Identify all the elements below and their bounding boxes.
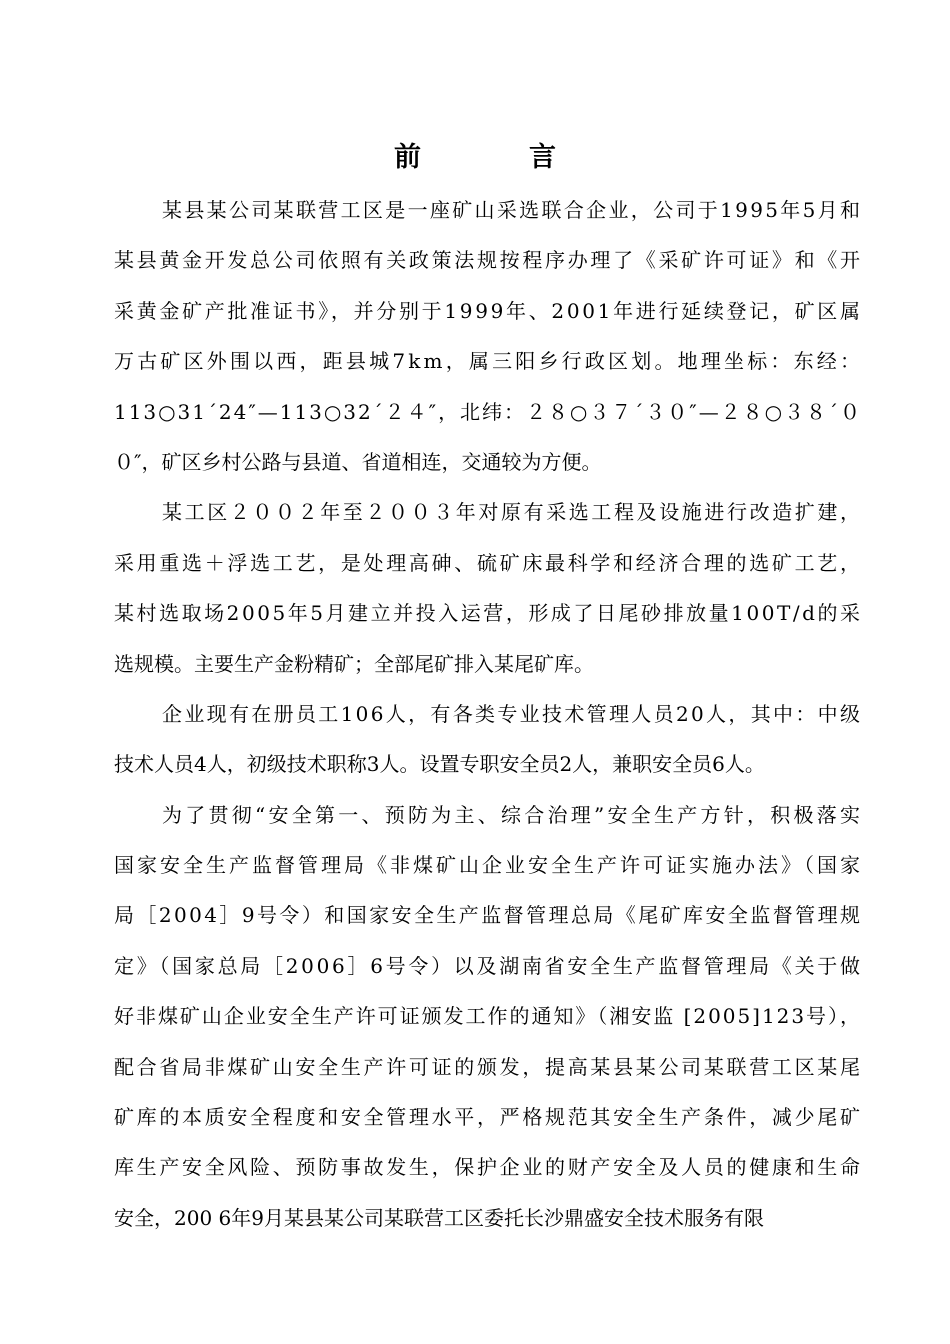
text-line: 矿库的本质安全程度和安全管理水平，严格规范其安全生产条件，减少尾矿	[114, 1105, 863, 1130]
title-char-1: 前	[394, 142, 421, 173]
document-title	[0, 138, 950, 178]
text-line: 某工区２００２年至２００３年对原有采选工程及设施进行改造扩建，	[162, 500, 863, 525]
text-line: 库生产安全风险、预防事故发生，保护企业的财产安全及人员的健康和生命	[114, 1155, 863, 1180]
text-line: 113○31ˊ24″—113○32ˊ２４″，北纬：２８○３７ˊ３０″—２８○３８ˊ０	[114, 399, 862, 424]
text-line: 国家安全生产监督管理局《非煤矿山企业安全生产许可证实施办法》（国家	[114, 853, 863, 878]
text-line: ０″，矿区乡村公路与县道、省道相连，交通较为方便。	[114, 449, 602, 474]
document-body	[114, 185, 864, 1243]
text-line: 采用重选＋浮选工艺，是处理高砷、硫矿床最科学和经济合理的选矿工艺，	[114, 550, 863, 575]
text-line: 企业现有在册员工106人，有各类专业技术管理人员20人，其中：中级	[162, 701, 863, 726]
title-char-2: 言	[529, 142, 556, 173]
text-line: 某县黄金开发总公司依照有关政策法规按程序办理了《采矿许可证》和《开	[114, 248, 863, 273]
text-line: 技术人员4人，初级技术职称3人。设置专职安全员2人，兼职安全员6人。	[114, 752, 765, 777]
text-line: 配合省局非煤矿山安全生产许可证的颁发，提高某县某公司某联营工区某尾	[114, 1054, 863, 1079]
text-line: 好非煤矿山企业安全生产许可证颁发工作的通知》（湘安监 [2005]123号），	[114, 1004, 862, 1029]
text-line: 采黄金矿产批准证书》，并分别于1999年、2001年进行延续登记，矿区属	[114, 298, 863, 323]
text-line: 万古矿区外围以西，距县城7km，属三阳乡行政区划。地理坐标：东经：	[114, 349, 864, 374]
text-line: 某村选取场2005年5月建立并投入运营，形成了日尾砂排放量100T/d的采	[114, 601, 863, 626]
text-line: 为了贯彻“安全第一、预防为主、综合治理”安全生产方针，积极落实	[162, 802, 864, 827]
text-line: 某县某公司某联营工区是一座矿山采选联合企业，公司于1995年5月和	[162, 198, 863, 222]
text-line: 选规模。主要生产金粉精矿；全部尾矿排入某尾矿库。	[114, 651, 594, 676]
text-line: 局［2004］9号令）和国家安全生产监督管理总局《尾矿库安全监督管理规	[114, 903, 863, 928]
text-line: 安全，200 6年9月某县某公司某联营工区委托长沙鼎盛安全技术服务有限	[114, 1205, 764, 1230]
text-line: 定》（国家总局［2006］6号令）以及湖南省安全生产监督管理局《关于做	[114, 953, 863, 978]
